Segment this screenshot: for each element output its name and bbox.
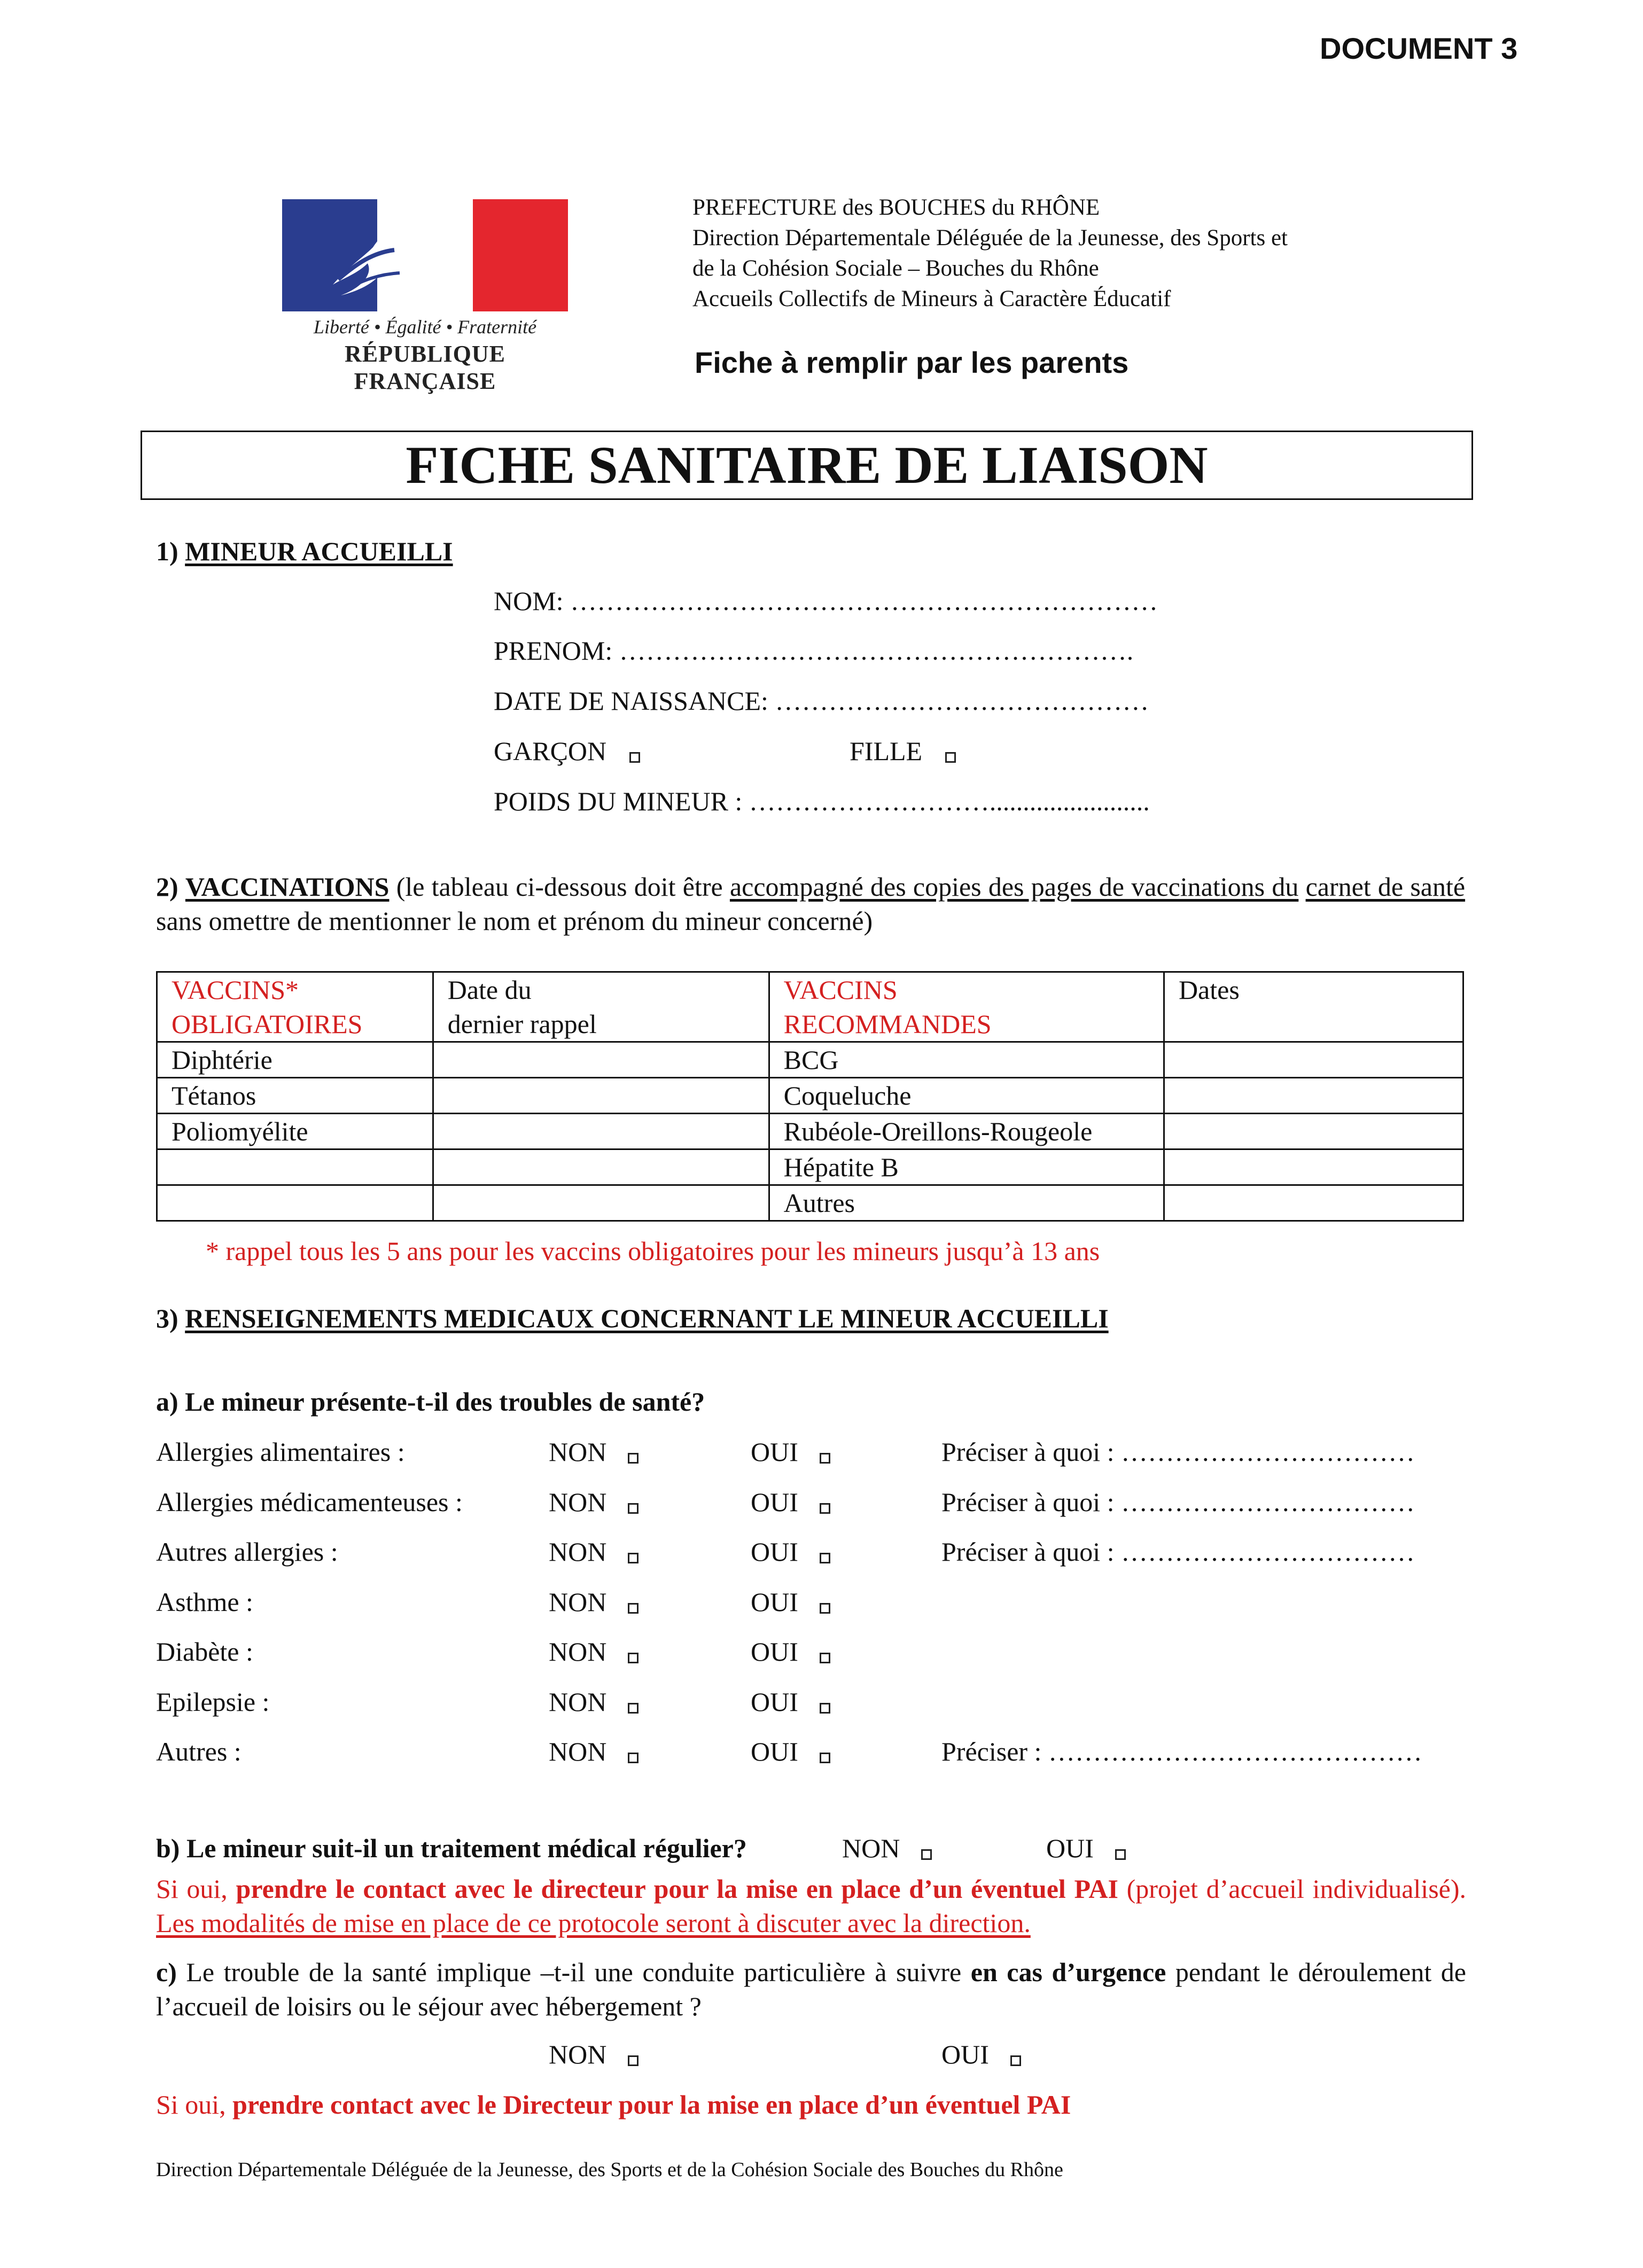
cell-date[interactable]	[1164, 1078, 1463, 1114]
field-prenom[interactable]: PRENOM: ………………………………………………….	[494, 636, 1134, 666]
oui-checkbox[interactable]	[820, 1453, 830, 1464]
cell-date[interactable]	[1164, 1185, 1463, 1221]
header-line: PREFECTURE des BOUCHES du RHÔNE	[692, 195, 1100, 220]
header-date-rappel: Date du dernier rappel	[433, 972, 769, 1042]
non-checkbox[interactable]	[628, 1703, 638, 1714]
cell-vaccin-recommande: Rubéole-Oreillons-Rougeole	[769, 1114, 1164, 1149]
health-row-label: Allergies médicamenteuses :	[156, 1487, 463, 1517]
cell-date-rappel[interactable]	[433, 1185, 769, 1221]
cell-vaccin-recommande: Hépatite B	[769, 1149, 1164, 1185]
field-nom[interactable]: NOM: …………………………………………………………	[494, 586, 1158, 616]
health-row-non[interactable]: NON	[549, 1535, 638, 1569]
cell-date-rappel[interactable]	[433, 1078, 769, 1114]
question-b: b) Le mineur suit-il un traitement médical régulier?	[156, 1833, 747, 1863]
section1-heading: 1) MINEUR ACCUEILLI	[156, 536, 453, 566]
non-checkbox[interactable]	[628, 1453, 638, 1464]
table-row	[157, 1078, 1463, 1114]
document-label: DOCUMENT 3	[1320, 32, 1518, 65]
cell-vaccin-obligatoire: Tétanos	[157, 1078, 433, 1114]
question-a: a) Le mineur présente-t-il des troubles de santé?	[156, 1387, 705, 1417]
health-row-label: Autres allergies :	[156, 1537, 338, 1567]
health-row-non[interactable]: NON	[549, 1634, 638, 1669]
cell-vaccin-obligatoire[interactable]	[157, 1149, 433, 1185]
table-row	[157, 1185, 1463, 1221]
garcon-checkbox[interactable]	[629, 752, 640, 763]
header-line: Direction Départementale Déléguée de la Jeunesse, des Sports et	[692, 225, 1288, 251]
header-block	[692, 192, 1288, 314]
cell-date-rappel[interactable]	[433, 1114, 769, 1149]
cell-vaccin-obligatoire[interactable]	[157, 1185, 433, 1221]
non-checkbox[interactable]	[628, 1653, 638, 1663]
header-line: Accueils Collectifs de Mineurs à Caractère Éducatif	[692, 286, 1171, 311]
option-fille[interactable]	[850, 734, 956, 768]
non-checkbox[interactable]	[628, 1553, 638, 1563]
logo-name: RÉPUBLIQUE FRANÇAISE	[345, 341, 505, 394]
oui-checkbox[interactable]	[820, 1603, 830, 1614]
health-row-label: Diabète :	[156, 1637, 253, 1667]
cell-date-rappel[interactable]	[433, 1042, 769, 1078]
health-row-non[interactable]: NON	[549, 1585, 638, 1619]
health-row-oui[interactable]: OUI	[751, 1485, 830, 1519]
non-checkbox[interactable]	[628, 1503, 638, 1514]
republique-francaise-logo	[282, 199, 568, 394]
cell-vaccin-recommande: BCG	[769, 1042, 1164, 1078]
cell-date[interactable]	[1164, 1149, 1463, 1185]
health-row-detail[interactable]: Préciser à quoi : ……………………………	[941, 1487, 1415, 1517]
question-c: c) Le trouble de la santé implique –t-il une conduite particulière à suivre en cas d’urgence pendant le déroulement de l’accueil de loisirs ou le séjour avec hébergement ?	[156, 1957, 1466, 2021]
table-row	[157, 1114, 1463, 1149]
option-garcon[interactable]	[494, 734, 640, 768]
cell-date[interactable]	[1164, 1114, 1463, 1149]
question-c-non[interactable]: NON	[549, 2037, 638, 2071]
cell-vaccin-recommande: Autres	[769, 1185, 1164, 1221]
oui-checkbox[interactable]	[820, 1503, 830, 1514]
question-c-oui[interactable]: OUI	[941, 2037, 1021, 2071]
oui-checkbox[interactable]	[820, 1553, 830, 1563]
question-c-note: Si oui, prendre contact avec le Directeur pour la mise en place d’un éventuel PAI	[156, 2090, 1071, 2120]
health-row-label: Autres :	[156, 1737, 242, 1766]
health-row-oui[interactable]: OUI	[751, 1435, 830, 1469]
health-row-label: Epilepsie :	[156, 1687, 270, 1717]
header-line: de la Cohésion Sociale – Bouches du Rhône	[692, 256, 1099, 281]
question-b-oui[interactable]: OUI	[1046, 1831, 1126, 1865]
table-row	[157, 1149, 1463, 1185]
vaccination-table	[156, 971, 1464, 1222]
oui-checkbox[interactable]	[820, 1753, 830, 1763]
cell-vaccin-recommande: Coqueluche	[769, 1078, 1164, 1114]
health-row-oui[interactable]: OUI	[751, 1535, 830, 1569]
header-dates: Dates	[1164, 972, 1463, 1042]
vaccination-note: * rappel tous les 5 ans pour les vaccins obligatoires pour les mineurs jusqu’à 13 ans	[206, 1236, 1100, 1266]
non-checkbox[interactable]	[628, 1753, 638, 1763]
cell-date[interactable]	[1164, 1042, 1463, 1078]
form-subtitle: Fiche à remplir par les parents	[695, 346, 1129, 379]
logo-motto: Liberté • Égalité • Fraternité	[313, 316, 537, 338]
question-b-non-checkbox[interactable]	[921, 1849, 932, 1860]
garcon-label: GARÇON	[494, 736, 607, 766]
oui-checkbox[interactable]	[820, 1703, 830, 1714]
question-c-oui-checkbox[interactable]	[1010, 2055, 1021, 2066]
question-b-note: Si oui, prendre le contact avec le directeur pour la mise en place d’un éventuel PAI (projet d’accueil individualisé). Les modalités de mise en place de ce protocole seront à discuter avec la direction.	[156, 1874, 1466, 1938]
health-row-non[interactable]: NON	[549, 1685, 638, 1719]
health-row-non[interactable]: NON	[549, 1435, 638, 1469]
cell-vaccin-obligatoire: Diphtérie	[157, 1042, 433, 1078]
table-row	[157, 1042, 1463, 1078]
field-date-naissance[interactable]: DATE DE NAISSANCE: ……………………………………	[494, 686, 1149, 716]
non-checkbox[interactable]	[628, 1603, 638, 1614]
oui-checkbox[interactable]	[820, 1653, 830, 1663]
health-row-oui[interactable]: OUI	[751, 1685, 830, 1719]
fille-checkbox[interactable]	[945, 752, 956, 763]
health-row-detail[interactable]: Préciser à quoi : ……………………………	[941, 1537, 1415, 1567]
question-b-oui-checkbox[interactable]	[1115, 1849, 1126, 1860]
health-row-label: Asthme :	[156, 1587, 253, 1617]
table-header-row	[157, 972, 1463, 1042]
field-poids[interactable]: POIDS DU MINEUR : ………………………........................	[494, 786, 1150, 816]
cell-vaccin-obligatoire: Poliomyélite	[157, 1114, 433, 1149]
health-row-detail[interactable]: Préciser : ……………………………………	[941, 1737, 1422, 1766]
page-title: FICHE SANITAIRE DE LIAISON	[406, 435, 1208, 495]
health-row-non[interactable]: NON	[549, 1734, 638, 1769]
question-c-non-checkbox[interactable]	[628, 2055, 638, 2066]
section2-intro: 2) VACCINATIONS (le tableau ci-dessous doit être accompagné des copies des pages de vaccinations du carnet de santé sans omettre de mentionner le nom et prénom du mineur concerné)	[156, 872, 1466, 936]
fille-label: FILLE	[850, 736, 923, 766]
page-footer: Direction Départementale Déléguée de la Jeunesse, des Sports et de la Cohésion Sociale des Bouches du Rhône	[156, 2158, 1063, 2181]
title-box	[141, 431, 1473, 500]
health-row-oui[interactable]: OUI	[751, 1734, 830, 1769]
health-row-oui[interactable]: OUI	[751, 1634, 830, 1669]
header-vaccins-recommandes: VACCINS RECOMMANDES	[769, 972, 1164, 1042]
health-row-oui[interactable]: OUI	[751, 1585, 830, 1619]
marianne-logo-icon	[282, 199, 568, 311]
health-row-non[interactable]: NON	[549, 1485, 638, 1519]
section3-heading: 3) RENSEIGNEMENTS MEDICAUX CONCERNANT LE MINEUR ACCUEILLI	[156, 1303, 1109, 1333]
question-b-non[interactable]: NON	[842, 1831, 932, 1865]
cell-date-rappel[interactable]	[433, 1149, 769, 1185]
health-row-detail[interactable]: Préciser à quoi : ……………………………	[941, 1437, 1415, 1467]
health-row-label: Allergies alimentaires :	[156, 1437, 405, 1467]
header-vaccins-obligatoires: VACCINS* OBLIGATOIRES	[157, 972, 433, 1042]
